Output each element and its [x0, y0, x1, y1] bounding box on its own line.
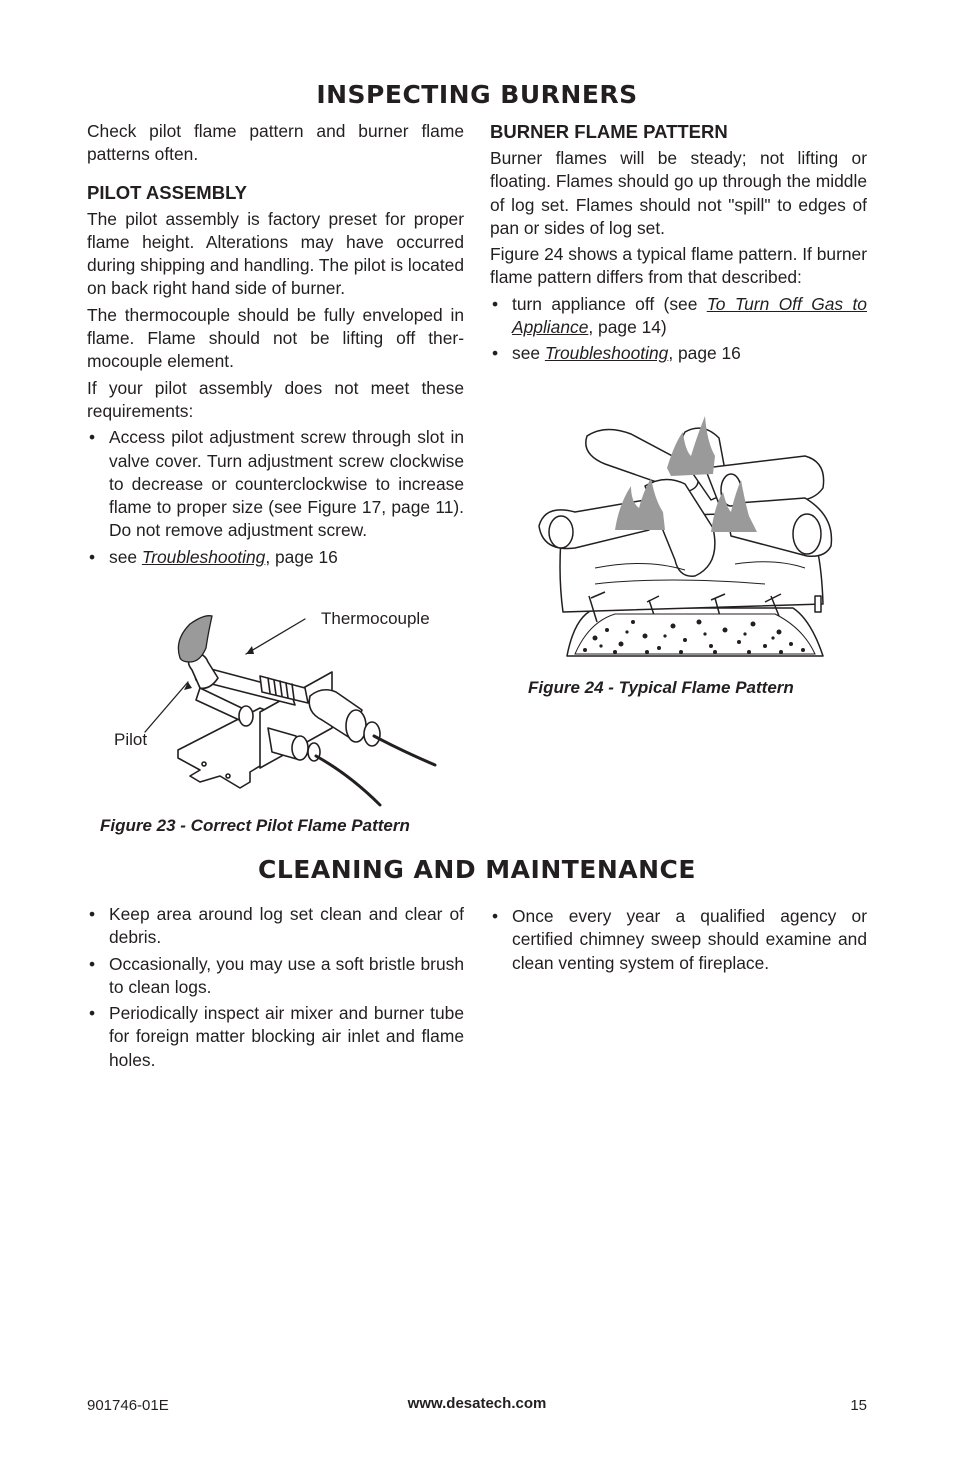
burner-paragraph-1: Burner flames will be steady; not lifting or floating. Flames should go up through the middle of log set. Flames should not "spill" to edges of pan or sides of log set.: [490, 148, 867, 238]
document-number: 901746-01E: [87, 1397, 169, 1414]
page-number: 15: [850, 1397, 867, 1414]
burner-paragraph-2: Figure 24 shows a typical flame pattern. If burner flame pattern differs from that described:: [490, 244, 867, 288]
cleaning-right-column: [490, 905, 867, 978]
pilot-paragraph-3: If your pilot assembly does not meet these requirements:: [87, 377, 464, 421]
pilot-bullet-2-pre: see: [109, 546, 142, 567]
burner-bullet-1: [490, 293, 867, 340]
bullet-icon: •: [88, 546, 96, 567]
right-column: [490, 120, 867, 369]
bullet-icon: •: [491, 293, 499, 314]
pilot-paragraph-1: The pilot assembly is factory preset for proper flame height. Alterations may have occurred during shipping and handling. The pilot is located on back right hand side of burner.: [87, 208, 464, 299]
burner-bullet-2-post: , page 16: [668, 343, 741, 364]
cleaning-bullet-2-text: Occasionally, you may use a soft bristle brush to clean logs.: [109, 953, 464, 997]
cleaning-bullet-4-text: Once every year a qualified agency or certified chimney sweep should examine and clean venting system of fireplace.: [512, 906, 867, 973]
cleaning-bullet-1-text: Keep area around log set clean and clear of debris.: [109, 904, 464, 948]
website-url: www.desatech.com: [407, 1395, 547, 1412]
pilot-assembly-illustration: [100, 600, 460, 810]
ember-bed: [575, 614, 815, 654]
cleaning-left-column: [87, 903, 464, 1075]
cleaning-left-bullets: [87, 903, 464, 1072]
pilot-bullet-list: [87, 426, 464, 569]
troubleshooting-link[interactable]: Troubleshooting: [141, 546, 266, 567]
turn-off-gas-link[interactable]: To Turn Off Gas to Appliance: [512, 293, 867, 338]
pilot-bullet-2-post: , page 16: [265, 546, 338, 567]
pilot-bullet-1: [87, 426, 464, 542]
intro-paragraph: Check pilot flame pattern and burner flame patterns often.: [87, 121, 464, 165]
troubleshooting-link[interactable]: Troubleshooting: [544, 343, 669, 364]
section-title-cleaning-maintenance: CLEANING AND MAINTENANCE: [257, 855, 696, 884]
cleaning-bullet-4: [490, 905, 867, 975]
figure-24-caption: Figure 24 - Typical Flame Pattern: [528, 678, 794, 697]
figure-23-caption: Figure 23 - Correct Pilot Flame Pattern: [100, 816, 410, 835]
pilot-bullet-2: [87, 546, 464, 569]
burner-bullet-1-pre: turn appliance off (see: [512, 293, 707, 314]
pilot-paragraph-2: The thermocouple should be fully enveloped in flame. Flame should not be lifting off thermocouple element.: [87, 304, 464, 372]
burner-flame-pattern-heading: BURNER FLAME PATTERN: [490, 121, 728, 142]
cleaning-bullet-1: [87, 903, 464, 950]
cleaning-bullet-3-text: Periodically inspect air mixer and burner tube for foreign matter blocking air inlet and flame holes.: [109, 1003, 464, 1070]
pilot-flame-shape: [178, 616, 212, 662]
thermocouple-label: Thermocouple: [321, 609, 430, 628]
pilot-assembly-heading: PILOT ASSEMBLY: [87, 181, 248, 203]
section-title-inspecting-burners: INSPECTING BURNERS: [316, 80, 638, 109]
bullet-icon: •: [88, 427, 96, 448]
bullet-icon: •: [491, 906, 499, 926]
burner-bullet-2: [490, 342, 867, 365]
bullet-icon: •: [88, 904, 96, 924]
bullet-icon: •: [491, 343, 499, 364]
burner-bullet-1-post: , page 14): [588, 317, 667, 338]
bullet-icon: •: [88, 1003, 96, 1024]
burner-bullet-2-pre: see: [512, 343, 545, 364]
cleaning-bullet-2: [87, 953, 464, 1000]
left-column: [87, 120, 464, 572]
log-set-illustration: [535, 408, 840, 663]
cleaning-bullet-3: [87, 1002, 464, 1072]
pilot-bullet-1-text: Access pilot adjustment screw through slot in valve cover. Turn adjustment screw clockwise to decrease or counterclockwise to increase flame to proper size (see Figure 17, page 11). Do not remove adjustment screw.: [109, 427, 464, 541]
burner-bullet-list: [490, 293, 867, 366]
cleaning-right-bullets: [490, 905, 867, 975]
bullet-icon: •: [88, 953, 96, 974]
pilot-label: Pilot: [114, 730, 148, 749]
